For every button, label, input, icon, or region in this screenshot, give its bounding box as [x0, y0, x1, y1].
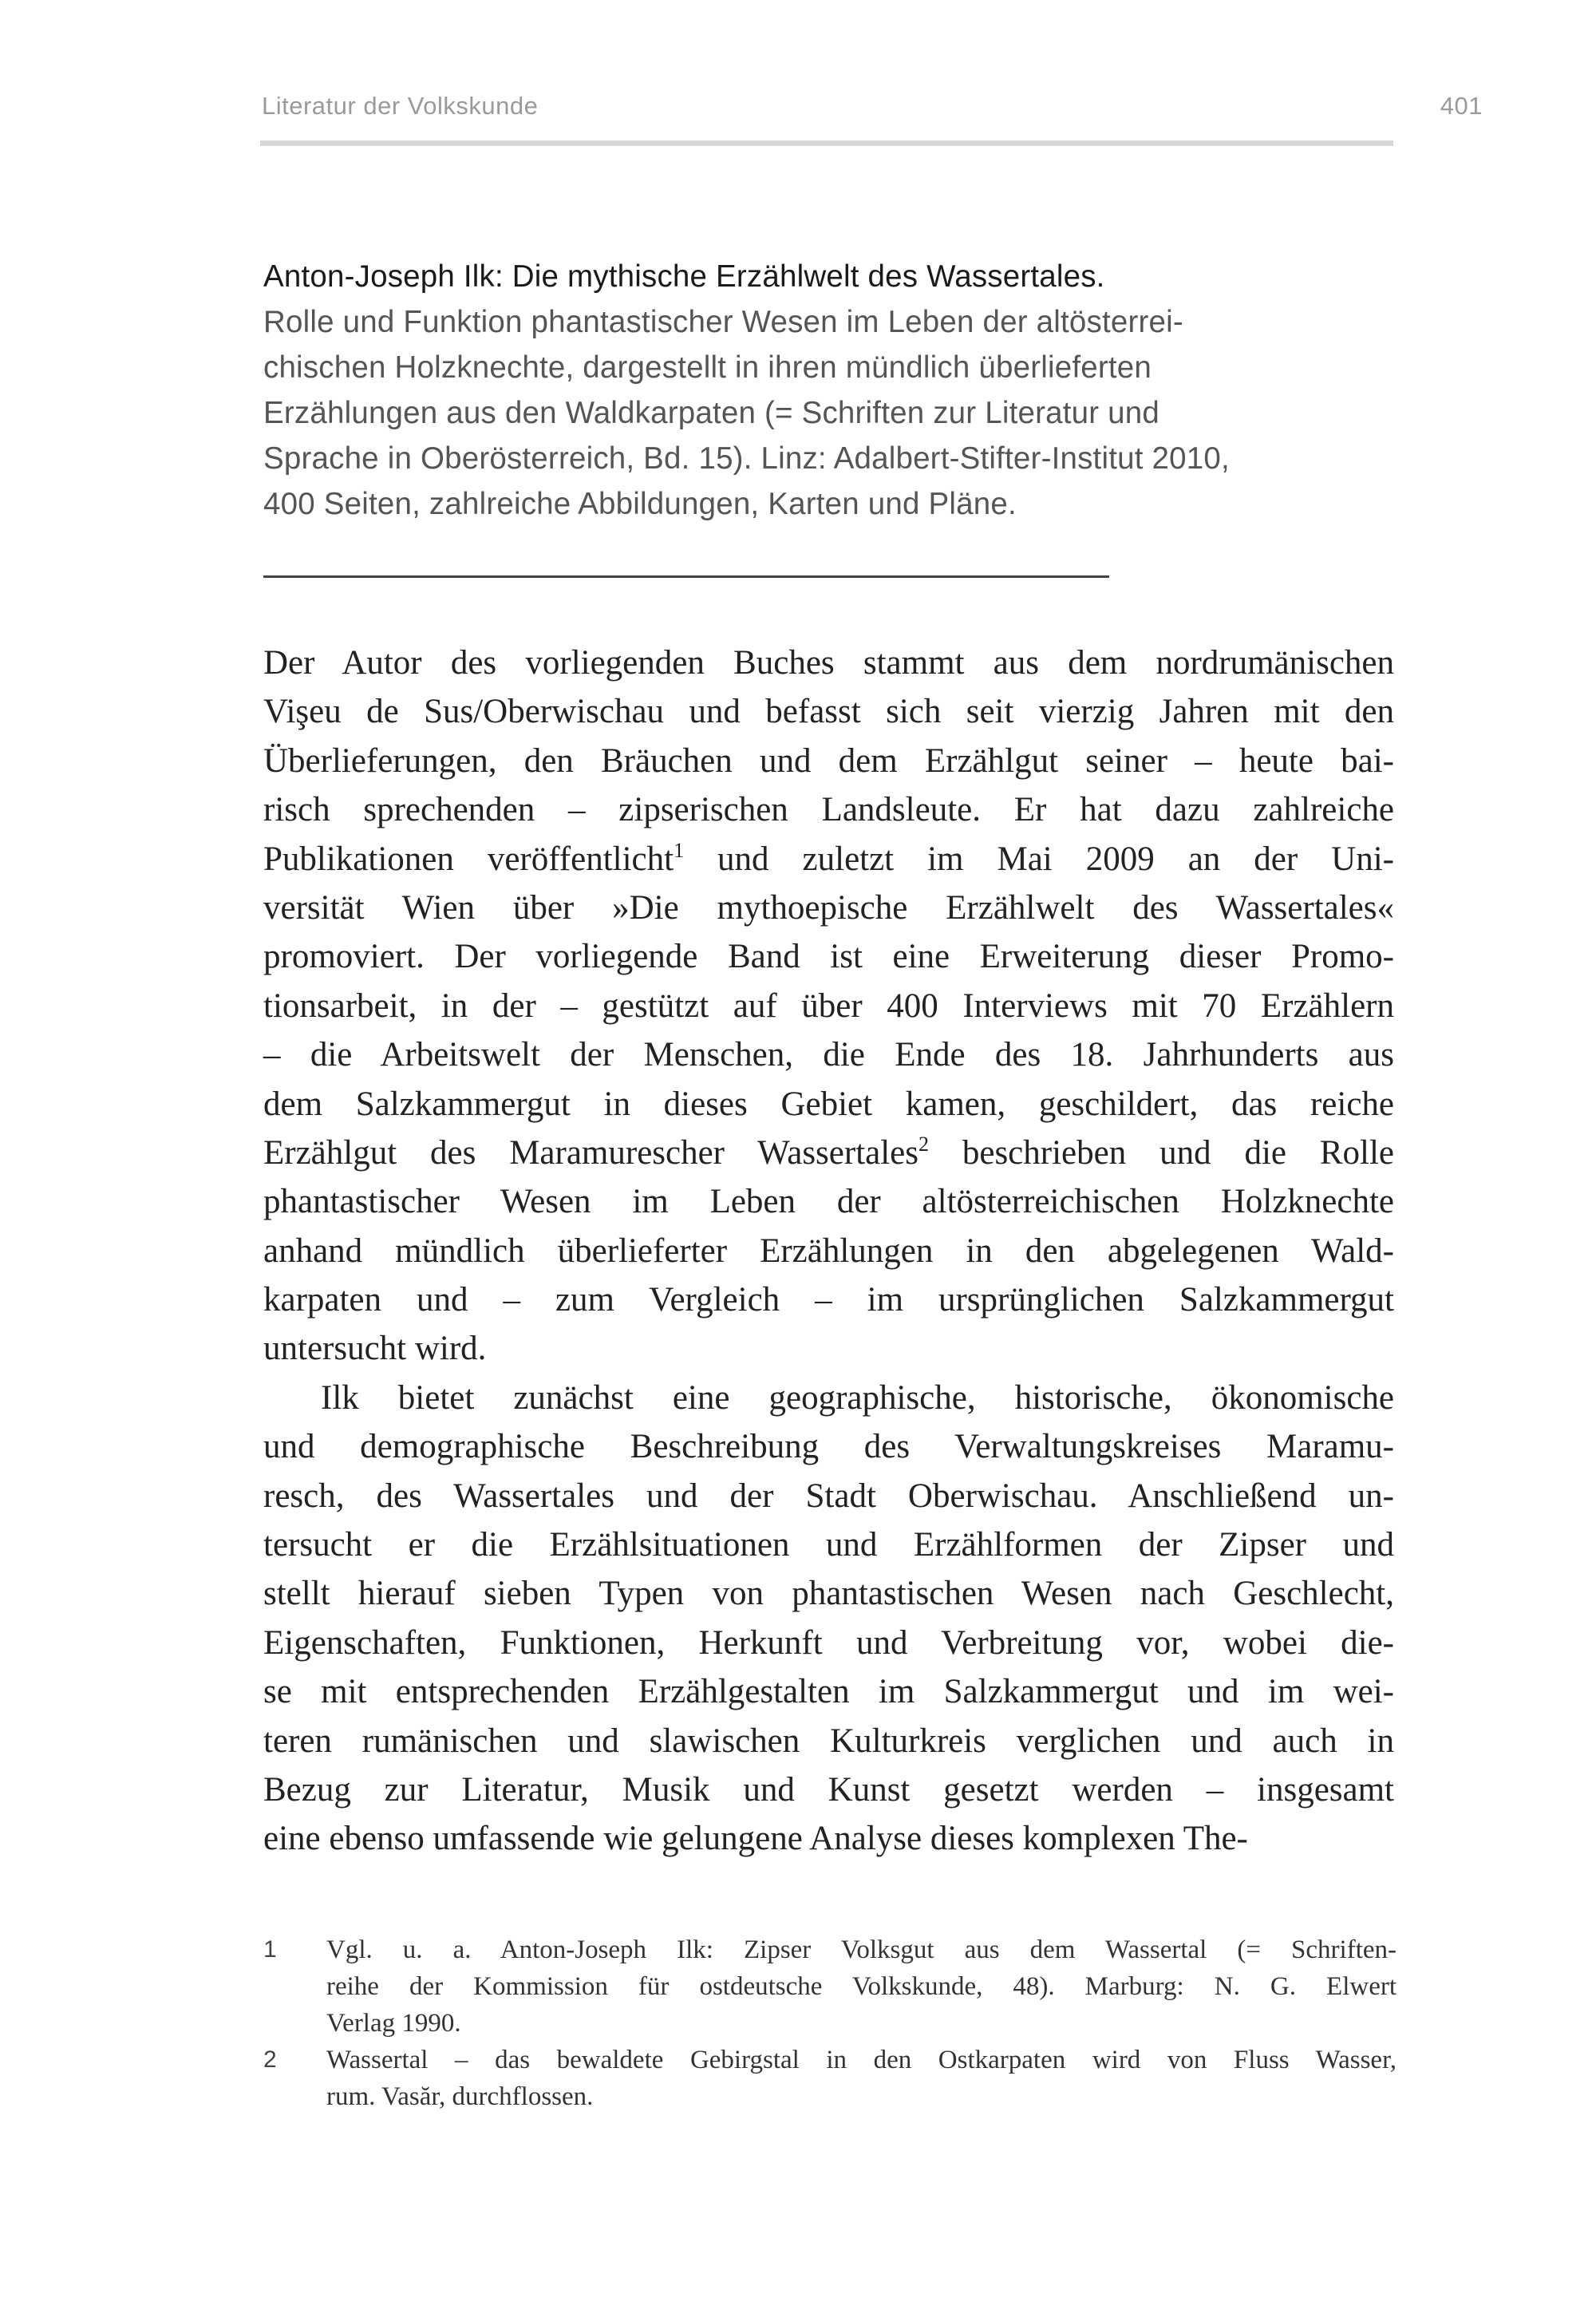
text-line: anhand mündlich überlieferter Erzählungen in den abgelegenen Wald- — [263, 1232, 1394, 1270]
text-line: promoviert. Der vorliegende Band ist eine Erweiterung dieser Promo- — [263, 938, 1394, 976]
text-line: Vişeu de Sus/Oberwischau und befasst sich seit vierzig Jahren mit den — [263, 693, 1394, 731]
text-line: untersucht wird. — [263, 1330, 487, 1368]
bib-line: Rolle und Funktion phantastischer Wesen im Leben der altösterrei- — [263, 305, 1183, 339]
footnote-line: Vgl. u. a. Anton-Joseph Ilk: Zipser Volksgut aus dem Wassertal (= Schriften- — [326, 1935, 1396, 1964]
paragraph — [263, 639, 1394, 1374]
bib-line: Sprache in Oberösterreich, Bd. 15). Linz: Adalbert-Stifter-Institut 2010, — [263, 441, 1230, 476]
footnote — [263, 2042, 1396, 2115]
text-line: risch sprechenden – zipserischen Landsleute. Er hat dazu zahlreiche — [263, 791, 1394, 829]
text-line: Überlieferungen, den Bräuchen und dem Erzählgut seiner – heute bai- — [263, 741, 1394, 780]
text-line: se mit entsprechenden Erzählgestalten im Salzkammergut und im wei- — [263, 1673, 1394, 1711]
text-line: Eigenschaften, Funktionen, Herkunft und Verbreitung vor, wobei die- — [263, 1623, 1394, 1662]
text-line: Der Autor des vorliegenden Buches stammt aus dem nordrumänischen — [263, 644, 1394, 682]
text-line: dem Salzkammergut in dieses Gebiet kamen, geschildert, das reiche — [263, 1085, 1394, 1123]
text-line: tersucht er die Erzählsituationen und Erzählformen der Zipser und — [263, 1526, 1394, 1564]
text-fragment: beschrieben und die Rolle — [929, 1133, 1394, 1172]
bib-line: Erzählungen aus den Waldkarpaten (= Schriften zur Literatur und — [263, 396, 1159, 430]
text-line: eine ebenso umfassende wie gelungene Analyse dieses komplexen The- — [263, 1820, 1248, 1858]
text-line: phantastischer Wesen im Leben der altösterreichischen Holzknechte — [263, 1183, 1394, 1221]
running-head — [262, 92, 1483, 132]
footnote-number: 2 — [263, 2046, 277, 2073]
footnote-line: Wassertal – das bewaldete Gebirgstal in den Ostkarpaten wird von Fluss Wasser, — [326, 2046, 1396, 2074]
text-line — [263, 835, 1394, 884]
footnote-reference[interactable]: 2 — [918, 1132, 929, 1156]
footnotes — [263, 1931, 1396, 2115]
text-line: stellt hierauf sieben Typen von phantastischen Wesen nach Geschlecht, — [263, 1575, 1394, 1613]
text-line: und demographische Beschreibung des Verwaltungskreises Maramu- — [263, 1428, 1394, 1466]
text-line: resch, des Wassertales und der Stadt Oberwischau. Anschließend un- — [263, 1477, 1394, 1515]
text-fragment: und zuletzt im Mai 2009 an der Uni- — [684, 840, 1394, 878]
text-line: – die Arbeitswelt der Menschen, die Ende des 18. Jahrhunderts aus — [263, 1036, 1394, 1074]
separator-rule — [263, 575, 1109, 578]
bibliographic-entry — [263, 254, 1412, 527]
text-line — [263, 1129, 1394, 1177]
text-line: Bezug zur Literatur, Musik und Kunst gesetzt werden – insgesamt — [263, 1770, 1394, 1809]
running-title: Literatur der Volkskunde — [262, 92, 539, 120]
footnote-line: reihe der Kommission für ostdeutsche Volkskunde, 48). Marburg: N. G. Elwert — [326, 1972, 1396, 2001]
footnote — [263, 1931, 1396, 2042]
text-line: karpaten und – zum Vergleich – im ursprünglichen Salzkammergut — [263, 1281, 1394, 1319]
footnote-reference[interactable]: 1 — [674, 838, 685, 862]
text-line: teren rumänischen und slawischen Kulturkreis verglichen und auch in — [263, 1722, 1394, 1760]
paragraph — [263, 1374, 1394, 1864]
book-title: Anton-Joseph Ilk: Die mythische Erzählwelt des Wassertales. — [263, 259, 1105, 294]
bib-line: 400 Seiten, zahlreiche Abbildungen, Karten und Pläne. — [263, 487, 1017, 521]
bib-line: chischen Holzknechte, dargestellt in ihren mündlich überlieferten — [263, 350, 1152, 385]
header-rule — [260, 140, 1393, 146]
footnote-number: 1 — [263, 1936, 277, 1963]
text-line: tionsarbeit, in der – gestützt auf über 400 Interviews mit 70 Erzählern — [263, 986, 1394, 1025]
footnote-line: rum. Vasăr, durchflossen. — [326, 2082, 594, 2111]
text-line: Ilk bietet zunächst eine geographische, historische, ökonomische — [321, 1378, 1394, 1417]
footnote-line: Verlag 1990. — [326, 2009, 461, 2038]
text-line: versität Wien über »Die mythoepische Erzählwelt des Wassertales« — [263, 888, 1394, 927]
text-fragment: Erzählgut des Maramurescher Wassertales — [263, 1133, 918, 1172]
text-fragment: Publikationen veröffentlicht — [263, 840, 674, 878]
review-body — [263, 639, 1394, 1864]
page-number: 401 — [1440, 92, 1483, 120]
